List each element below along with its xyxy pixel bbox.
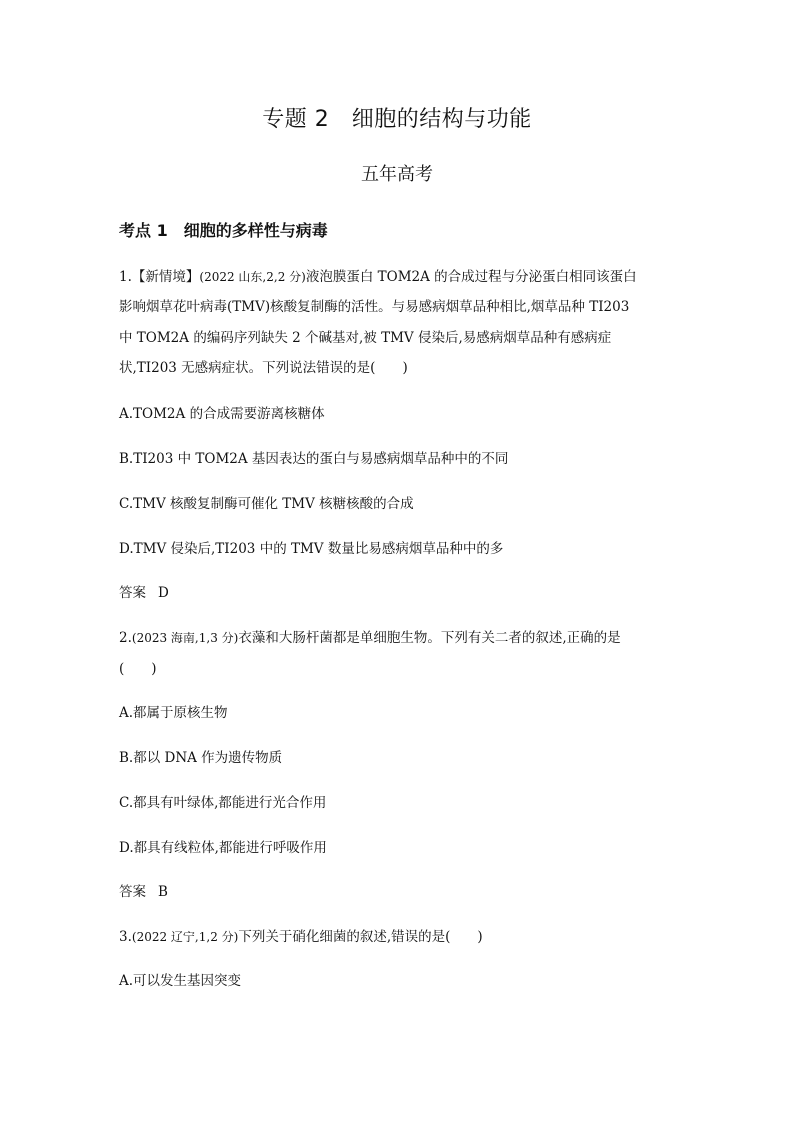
- q2-answer-label: 答案: [119, 884, 146, 900]
- q2-answer: [119, 882, 168, 902]
- q1-answer-value: D: [158, 585, 169, 601]
- q1-tag: 【新情境】: [131, 269, 200, 285]
- q1-line-4: 状,TI203 无感病症状。下列说法错误的是( ): [119, 360, 408, 376]
- q2-text-1: 衣藻和大肠杆菌都是单细胞生物。下列有关二者的叙述,正确的是: [238, 630, 621, 646]
- q2-option-c: C.都具有叶绿体,都能进行光合作用: [119, 795, 327, 811]
- q1-line-3: 中 TOM2A 的编码序列缺失 2 个碱基对,被 TMV 侵染后,易感病烟草品种有感病症: [119, 330, 612, 346]
- q1-line-1: [119, 267, 637, 287]
- q1-answer: [119, 583, 169, 603]
- q1-answer-label: 答案: [119, 585, 146, 601]
- page-subtitle: 五年高考: [361, 164, 433, 185]
- q1-line-2: 影响烟草花叶病毒(TMV)核酸复制酶的活性。与易感病烟草品种相比,烟草品种 TI203: [119, 299, 630, 315]
- q1-source: (2022 山东,2,2 分): [199, 270, 306, 284]
- q1-option-c: C.TMV 核酸复制酶可催化 TMV 核糖核酸的合成: [119, 496, 414, 512]
- q3-number: 3.: [119, 929, 132, 945]
- page-title: 专题 2 细胞的结构与功能: [262, 107, 532, 132]
- q3-source: (2022 辽宁,1,2 分): [131, 930, 239, 944]
- q2-option-b: B.都以 DNA 作为遗传物质: [119, 750, 283, 766]
- q1-option-b: B.TI203 中 TOM2A 基因表达的蛋白与易感病烟草品种中的不同: [119, 451, 509, 467]
- q1-number: 1.: [119, 269, 132, 285]
- q2-number: 2.: [119, 630, 132, 646]
- q1-option-a: A.TOM2A 的合成需要游离核糖体: [119, 406, 325, 422]
- q3-option-a: A.可以发生基因突变: [119, 973, 242, 989]
- q1-text-1: 液泡膜蛋白 TOM2A 的合成过程与分泌蛋白相同该蛋白: [305, 269, 637, 285]
- q1-option-d: D.TMV 侵染后,TI203 中的 TMV 数量比易感病烟草品种中的多: [119, 541, 504, 557]
- q2-line-2: ( ): [119, 661, 157, 677]
- q3-text-1: 下列关于硝化细菌的叙述,错误的是( ): [238, 929, 483, 945]
- q2-answer-value: B: [158, 884, 168, 900]
- q2-source: (2023 海南,1,3 分): [131, 631, 239, 645]
- q2-line-1: [119, 628, 621, 648]
- q3-line-1: [119, 927, 483, 947]
- q2-option-d: D.都具有线粒体,都能进行呼吸作用: [119, 840, 327, 856]
- section-heading: 考点 1 细胞的多样性与病毒: [119, 221, 328, 240]
- q2-option-a: A.都属于原核生物: [119, 705, 228, 721]
